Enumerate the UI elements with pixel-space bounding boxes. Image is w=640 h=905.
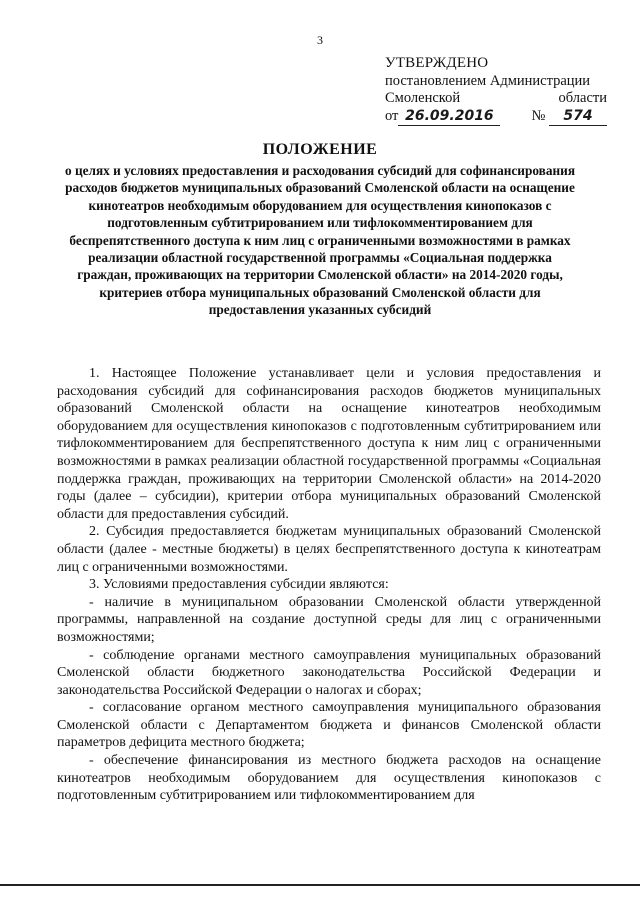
- document-subtitle: о целях и условиях предоставления и расходования субсидий для софинансирования расходов бюджетов муниципальных образований Смоленской области на оснащение кинотеатров необходимым оборудованием для осуществления кинопоказов с подготовленным субтитрированием или тифлокомментированием для беспрепятственного доступа к ним лиц с ограниченными возможностями в рамках реализации областной государственной программы «Социальная поддержка граждан, проживающих на территории Смоленской области» на 2014-2020 годы, критериев отбора муниципальных образований Смоленской области для предоставления указанных субсидий: [64, 163, 576, 318]
- number-prefix: №: [531, 107, 546, 124]
- document-body: [57, 365, 601, 805]
- page-number: 3: [317, 33, 323, 47]
- handwritten-number: 574: [549, 108, 607, 127]
- document-title: ПОЛОЖЕНИЕ: [262, 141, 378, 158]
- paragraph-1: 1. Настоящее Положение устанавливает цели и условия предоставления и расходования субсидий для софинансирования расходов бюджетов муниципальных образований Смоленской области на оснащение кинотеатров необходимым оборудованием для осуществления кинопоказов с подготовленным субтитрированием или тифлокомментированием для беспрепятственного доступа к ним лиц с ограниченными возможностями в рамках реализации областной государственной программы «Социальная поддержка граждан, проживающих на территории Смоленской области» на 2014-2020 годы (далее – субсидии), критерии отбора муниципальных образований Смоленской области для предоставления субсидий.: [57, 366, 601, 522]
- approval-region: Смоленской: [385, 90, 461, 106]
- footer-divider: [0, 884, 640, 886]
- approval-date-line: [385, 108, 607, 127]
- condition-1: - наличие в муниципальном образовании Смоленской области утвержденной программы, направленной на создание доступной среды для лиц с ограниченными возможностями;: [57, 594, 601, 645]
- condition-2: - соблюдение органами местного самоуправления муниципальных образований Смоленской области бюджетного законодательства Российской Федерации и законодательства Российской Федерации о налогах и сборах;: [57, 647, 601, 698]
- approval-region-suffix: области: [558, 90, 607, 106]
- paragraph-3: 3. Условиями предоставления субсидии являются:: [89, 577, 389, 593]
- approval-title: УТВЕРЖДЕНО: [385, 55, 489, 71]
- date-prefix: от: [385, 107, 399, 124]
- handwritten-date: 26.09.2016: [398, 108, 500, 127]
- approval-line-2: [385, 90, 607, 108]
- approval-line-1: постановлением Администрации: [385, 72, 591, 89]
- condition-4: - обеспечение финансирования из местного бюджета расходов на оснащение кинотеатров необходимым оборудованием для осуществления кинопоказов с подготовленным субтитрированием или тифлокомментированием для: [57, 753, 601, 804]
- paragraph-2: 2. Субсидия предоставляется бюджетам муниципальных образований Смоленской области (далее - местные бюджеты) в целях беспрепятственного доступа к кинотеатрам лиц с ограниченными возможностями.: [57, 524, 601, 575]
- approval-block: [385, 55, 607, 126]
- condition-3: - согласование органом местного самоуправления муниципального образования Смоленской области с Департаментом бюджета и финансов Смоленской области параметров дефицита местного бюджета;: [57, 700, 601, 751]
- document-heading: [60, 140, 580, 319]
